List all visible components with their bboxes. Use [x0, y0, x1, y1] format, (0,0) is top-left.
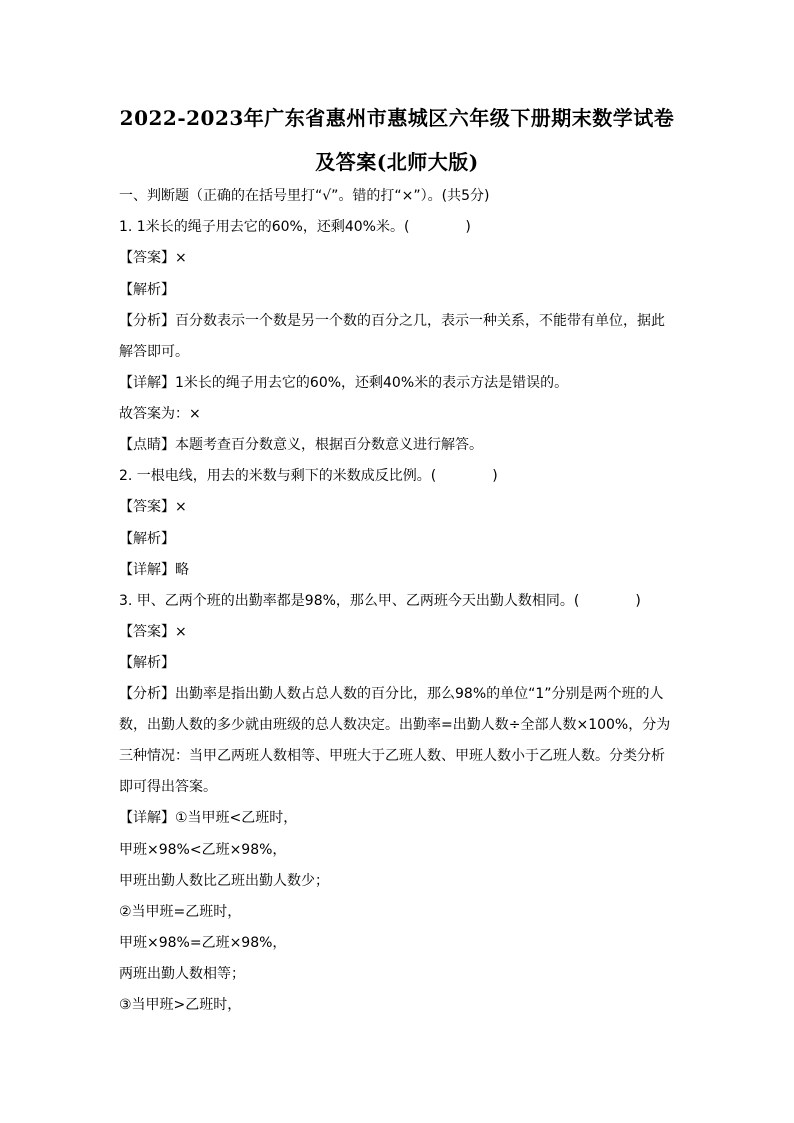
analysis-text: 解答即可。 [119, 344, 189, 360]
detail-text: 甲班×98%=乙班×98%， [119, 935, 287, 951]
detail-text: 两班出勤人数相等； [119, 966, 245, 982]
detail-text: ③当甲班>乙班时， [119, 997, 242, 1013]
document-title: 2022-2023年广东省惠州市惠城区六年级下册期末数学试卷 [119, 106, 675, 130]
analysis-text: 数，出勤人数的多少就由班级的总人数决定。出勤率=出勤人数÷全部人数×100%，分为 [119, 717, 671, 733]
answer-label: 【答案】× [119, 250, 187, 266]
analysis-label: 【解析】 [119, 282, 175, 298]
question-1: 1. 1米长的绳子用去它的60%，还剩40%米。( ) [119, 219, 471, 235]
conclusion-text: 故答案为：× [119, 406, 201, 422]
analysis-text: 【分析】出勤率是指出勤人数占总人数的百分比，那么98%的单位“1”分别是两个班的人 [119, 686, 664, 702]
analysis-label: 【解析】 [119, 655, 175, 671]
detail-text: ②当甲班=乙班时， [119, 904, 242, 920]
document-subtitle: 及答案(北师大版) [315, 150, 479, 174]
answer-label: 【答案】× [119, 624, 187, 640]
detail-text: 甲班出勤人数比乙班出勤人数少； [119, 873, 329, 889]
analysis-text: 即可得出答案。 [119, 779, 217, 795]
detail-text: 【详解】1米长的绳子用去它的60%，还剩40%米的表示方法是错误的。 [119, 375, 569, 391]
answer-label: 【答案】× [119, 499, 187, 515]
question-2: 2. 一根电线，用去的米数与剩下的米数成反比例。( ) [119, 468, 498, 484]
analysis-text: 三种情况：当甲乙两班人数相等、甲班大于乙班人数、甲班人数小于乙班人数。分类分析 [119, 748, 665, 764]
detail-text: 甲班×98%<乙班×98%， [119, 842, 287, 858]
comment-text: 【点睛】本题考查百分数意义，根据百分数意义进行解答。 [119, 437, 483, 453]
detail-text: 【详解】①当甲班<乙班时， [119, 810, 298, 826]
analysis-text: 【分析】百分数表示一个数是另一个数的百分之几，表示一种关系，不能带有单位，据此 [119, 313, 665, 329]
analysis-label: 【解析】 [119, 531, 175, 547]
detail-text: 【详解】略 [119, 562, 189, 578]
section-heading: 一、判断题（正确的在括号里打“√”。错的打“×”）。(共5分) [119, 188, 490, 204]
question-3: 3. 甲、乙两个班的出勤率都是98%，那么甲、乙两班今天出勤人数相同。( ) [119, 593, 641, 609]
